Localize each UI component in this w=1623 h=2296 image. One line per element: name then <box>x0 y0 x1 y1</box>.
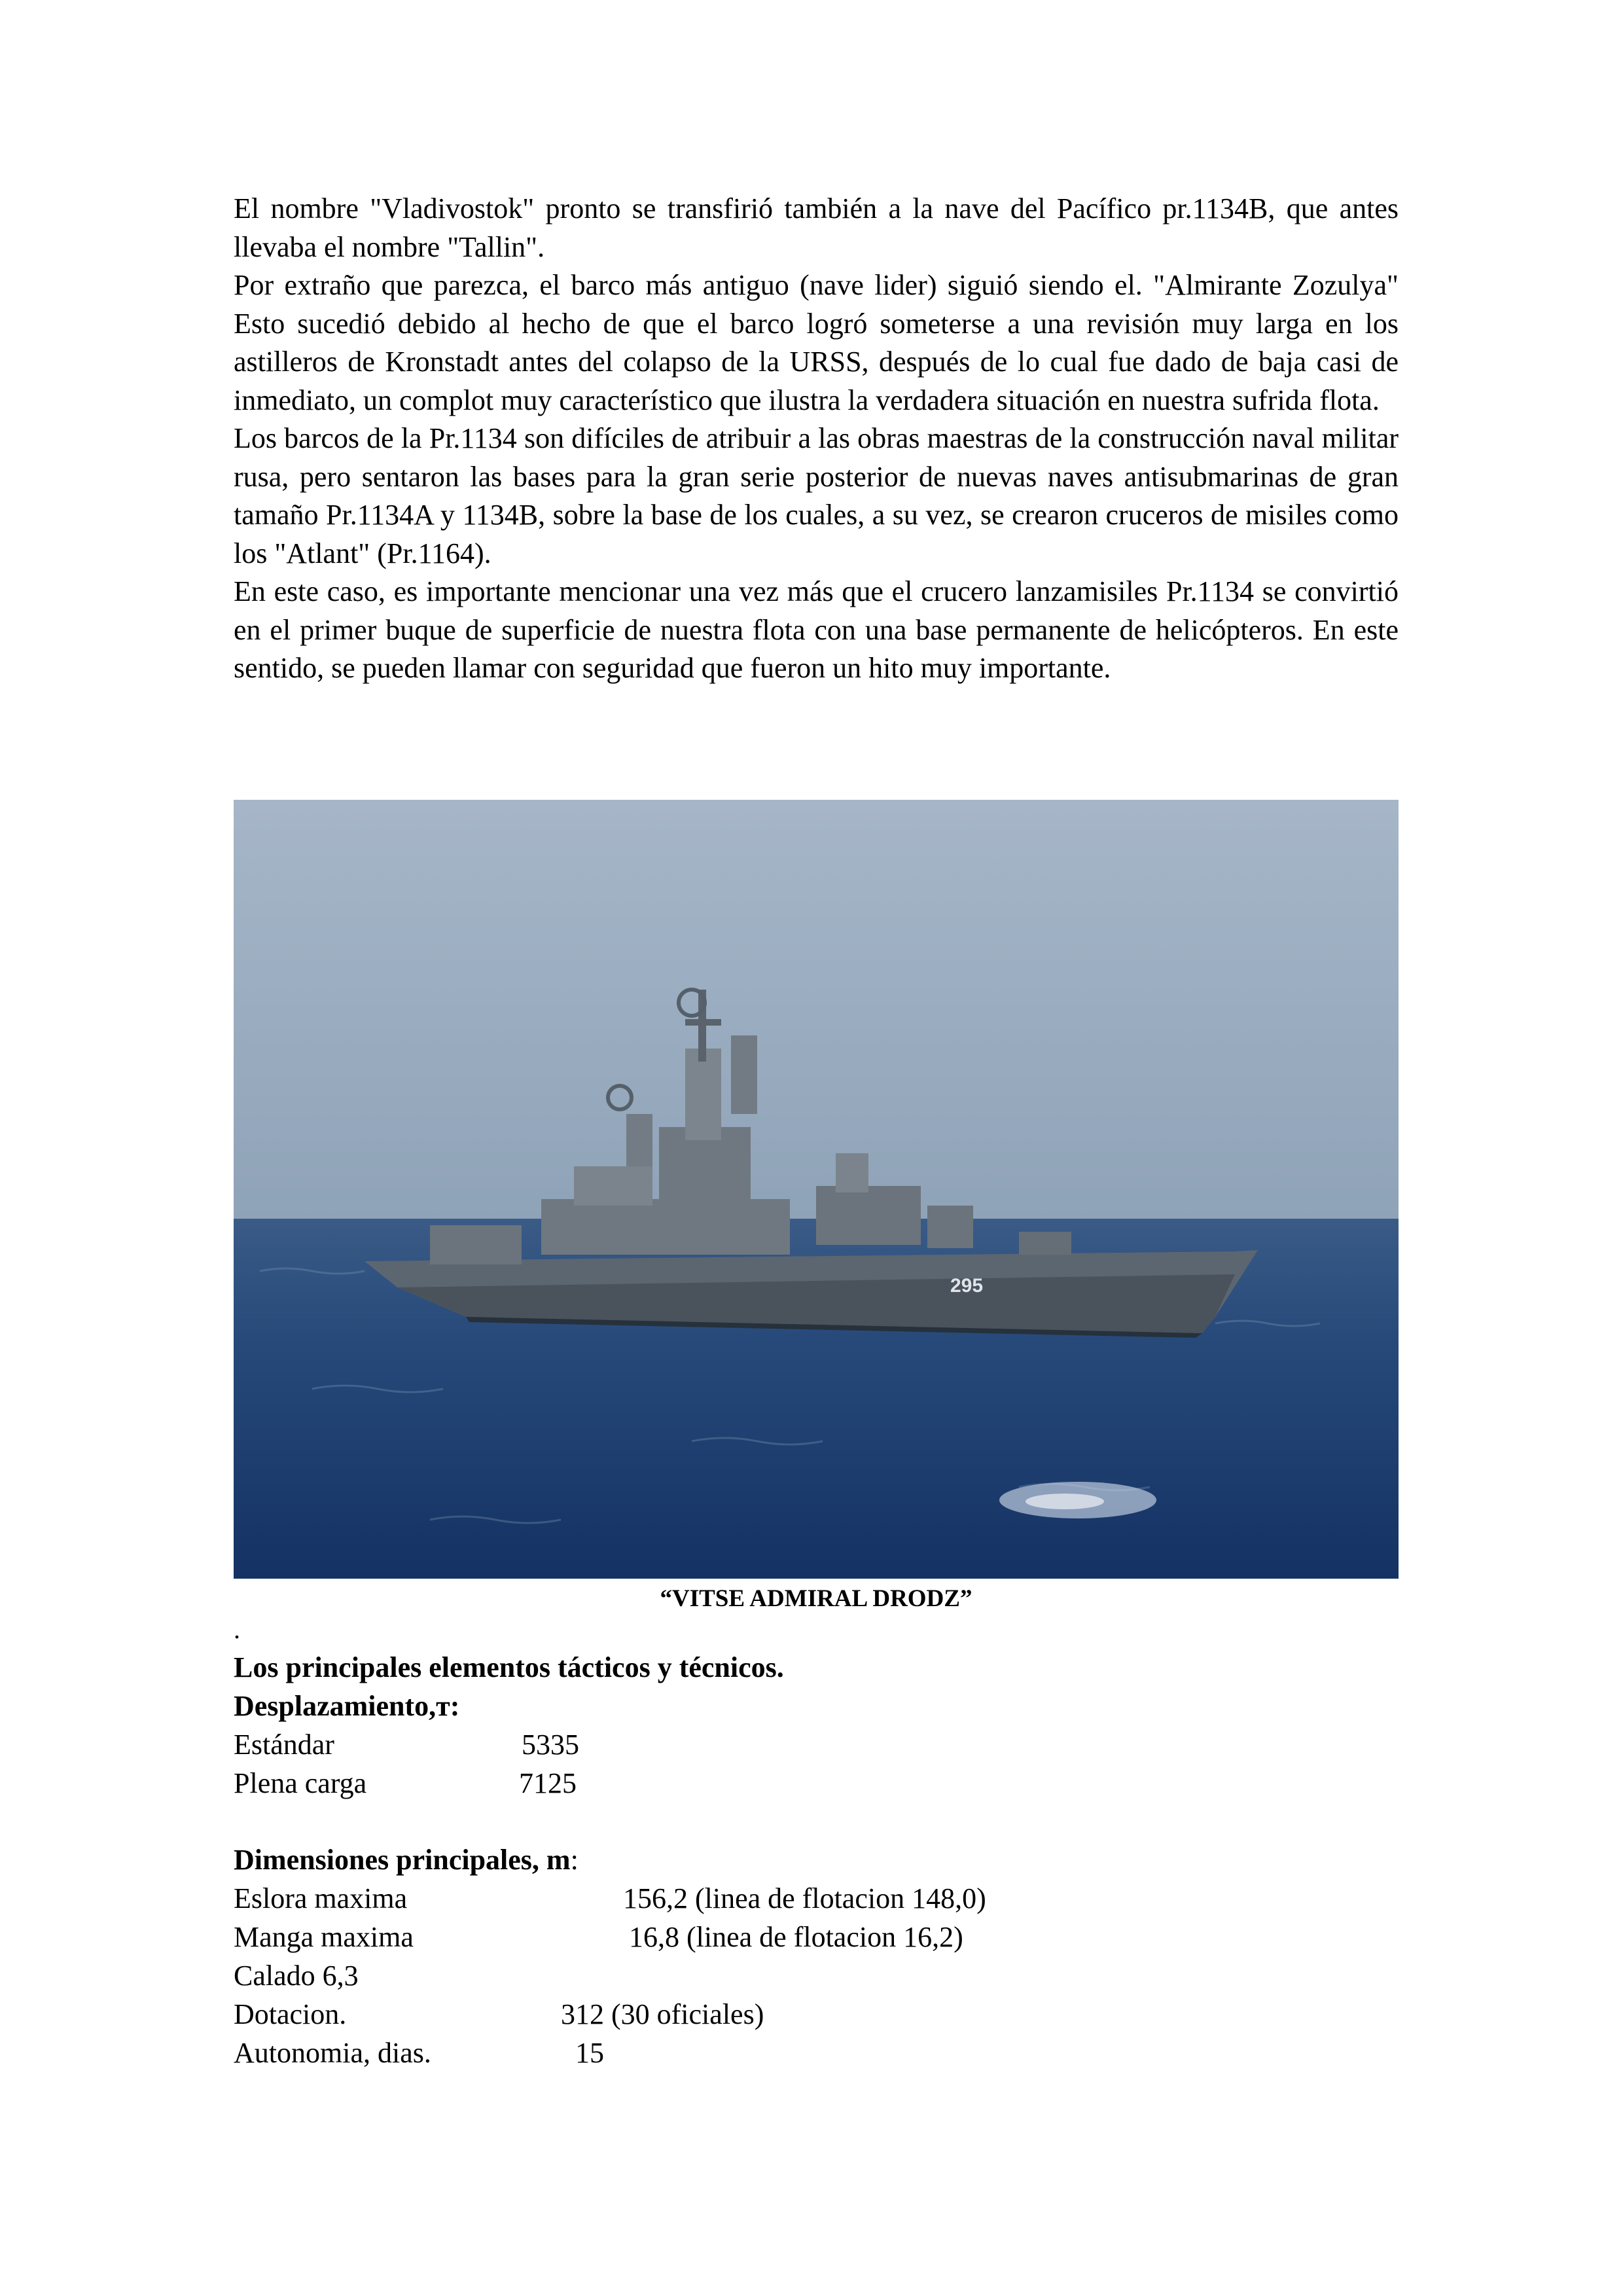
displacement-standard-row: Estándar 5335 <box>234 1729 579 1761</box>
displacement-heading: Desplazamiento,т: <box>234 1690 460 1722</box>
dimensions-heading: Dimensiones principales, m: <box>234 1844 579 1876</box>
displacement-full-row: Plena carga 7125 <box>234 1767 577 1799</box>
autonomy-row: Autonomia, dias. 15 <box>234 2037 604 2069</box>
beam-row: Manga maxima 16,8 (linea de flotacion 16,2) <box>234 1921 963 1953</box>
specs-section <box>234 1648 1399 2072</box>
paragraph-1: El nombre "Vladivostok" pronto se transfirió también a la nave del Pacífico pr.1134B, que antes llevaba el nombre "Tallin". <box>234 192 1399 263</box>
body-text <box>234 190 1399 688</box>
paragraph-4: En este caso, es importante mencionar una vez más que el crucero lanzamisiles Pr.1134 se convirtió en el primer buque de superficie de nuestra flota con una base permanente de helicópteros. En este sentido, se pueden llamar con seguridad que fueron un hito muy importante. <box>234 575 1399 684</box>
hull-number: 295 <box>950 1275 984 1297</box>
draft-row: Calado 6,3 <box>234 1960 359 1992</box>
wake-foam-core <box>1026 1494 1104 1509</box>
sky <box>234 800 1399 1219</box>
paragraph-2: Por extraño que parezca, el barco más antiguo (nave lider) siguió siendo el. "Almirante Zozulya" Esto sucedió debido al hecho de que el barco logró someterse a una revisión muy larga en los astilleros de Kronstadt antes del colapso de la URSS, después de lo cual fue dado de baja casi de inmediato, un complot muy característico que ilustra la verdadera situación en nuestra sufrida flota. <box>234 269 1399 416</box>
crew-row: Dotacion. 312 (30 oficiales) <box>234 1998 764 2030</box>
specs-heading: Los principales elementos tácticos y técnicos. <box>234 1651 784 1683</box>
length-row: Eslora maxima 156,2 (linea de flotacion 148,0) <box>234 1882 986 1914</box>
photo-caption: “VITSE ADMIRAL DRODZ” <box>660 1585 972 1612</box>
paragraph-3: Los barcos de la Pr.1134 son difíciles de atribuir a las obras maestras de la construcción naval militar rusa, pero sentaron las bases para la gran serie posterior de nuevas naves antisubmarinas de gran tamaño Pr.1134A y 1134B, sobre la base de los cuales, a su vez, se crearon cruceros de misiles como los "Atlant" (Pr.1164). <box>234 422 1399 569</box>
separator-dot: . <box>234 1615 240 1644</box>
ship-photo <box>234 800 1399 1579</box>
ship-photo-svg <box>234 800 1399 1579</box>
